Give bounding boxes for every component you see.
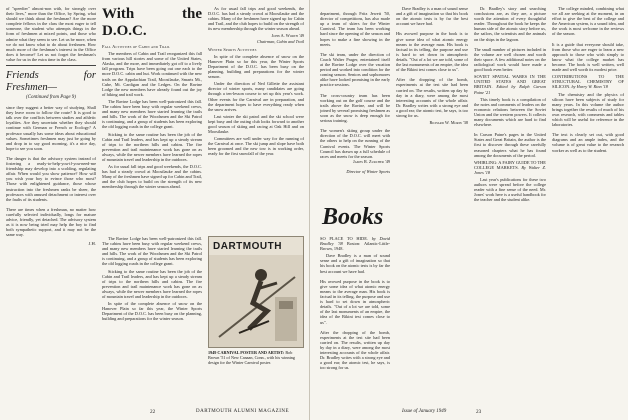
doc-signature: John A. Worth '49 bbox=[271, 33, 304, 39]
review-3-title: WHIRLING: A FAIRY GUIDE TO THE COLLEGE MARKETS. bbox=[474, 159, 546, 170]
friends-column bbox=[6, 6, 96, 247]
carnival-poster-image bbox=[208, 236, 304, 348]
doc-column-1 bbox=[102, 6, 202, 192]
winter-subhead: Winter Sports Activities bbox=[208, 46, 257, 52]
books-heading: Books bbox=[322, 204, 384, 230]
doc-text-h: Committees are well under way for the running of the Carnival at once. The ski jump and slope have both been groomed and the new tow is in working order, ready for the first snowfall of the year. bbox=[208, 136, 304, 157]
doc-text-d2: As for usual fall trips and good weekends, the D.O.C. has had a steady crowd at Moosilauke and the cabins. Many of the freshmen have signed up for Cabin and Trail, and the club hopes to build on the strength of its new membership through the winter season ahead. bbox=[208, 6, 304, 32]
doc-title: With the D.O.C. bbox=[102, 6, 202, 39]
poster-caption bbox=[208, 350, 304, 365]
doc-signature-role: Chairman, Cabin and Trail bbox=[256, 38, 304, 44]
doc-text-b: The Ravine Lodge has been well-patronized this fall. The cabins have been busy with regular weekend crews, and many new members have started learning the trails and hills. The work of the Woodsmen and the Ski Patrol is continuing, and a group of students has been exploring the old logging roads in the college grant. bbox=[102, 98, 202, 130]
winter-sports-column bbox=[320, 6, 390, 198]
footer-right: Issue of January 1949 bbox=[402, 409, 447, 414]
winter-signature-role: Director of Winter Sports bbox=[346, 169, 390, 174]
friends-continued: (Continued from Page 9) bbox=[26, 95, 76, 101]
review-3-text: Last year's publications for these two authors were spread before the college reader with a fine sense of the need. Mr. Jones' work here is a useful handbook for the teacher and the student alike. bbox=[474, 177, 546, 203]
reviews-column-3 bbox=[474, 6, 546, 396]
review-4-text: The chemistry and the physics of silicon have been subjects of study for many years. In this volume the author brings together the results of much of his own research, with comments and tables which will be useful for reference in the laboratories. The text is clearly set out, with good diagrams and an ample index, and the volume is of great value to the research worker as well as to the student. bbox=[552, 91, 624, 153]
review-3-author: By Walter Z. Jones '18 bbox=[474, 164, 546, 175]
poster-caption-text: Bob Brown '51 of New Canaan, Conn., with his winning design for the Winter Carnival poster. bbox=[208, 350, 295, 365]
doc-column-2 bbox=[208, 6, 304, 231]
review-1-publisher: Boston: Atlantic-Little-Brown, 1948. bbox=[320, 241, 390, 252]
doc-text-f: Under the direction of Ned Gillette the assistant director of winter sports, many candidates are going through a ten-lesson course to set up this year's work. Other events for the Carnival are in preparation, and the department hopes to have everything ready when the snow arrives. bbox=[208, 81, 304, 112]
winter-signature: James R. Zurcher '49 bbox=[352, 158, 390, 164]
doc-text-c: Sticking to the same routine has been the job of the Cabin and Trail leaders, and has kept up a steady stream of trips to the northern hills and cabins. The fire prevention and trail maintenance work has gone on as always, while the newer members have learned the ropes of mountain travel and leadership in the outdoors. bbox=[102, 131, 202, 162]
winter-sports-text: department, through Fritz Jewett '50, director of competitions, has also made up a team of skiers for the Winter Carnival. The team has been working hard since the opening of the season and hopes to make a fine showing in the meets. The ski team, under the direction of Coach Walter Prager, entertained itself at the Ravine Lodge over the vacation period and worked into condition for the coming season. Seniors and sophomores alike have looked promising in the early practice sessions. The cross-country team has been working out on the golf course and the trails above the Ravine, and will be joined by several promising freshmen as soon as the snow is deep enough for serious training. The women's skiing group under the direction of the D.O.C. will meet with the others to help on the running of the Carnival events. The Winter Sports Council has drawn up a full schedule of races and meets for the season. bbox=[320, 11, 390, 159]
friends-top-text: of "speedier" almost-non with, for strongly over their lives," more than the Office, by Spring, what should we think about the freshman? Are the more complete fellows in the class the most eager to tell someone, the student who attempts things in the form of freshmen at mixed points, and those who admire what they seem to see. Let us be more, when we do not know what to do about freshmen. How much more of the freshman's interest in the Office does it become? Let us not forget the freshman's value for us in the extra time in the class. bbox=[6, 6, 96, 62]
doc-text-b2: The Ravine Lodge has been well-patronized this fall. The cabins have been busy with regular weekend crews, and many new members have started learning the trails and hills. The work of the Woodsmen and the Ski Patrol is continuing, and a group of students has been exploring the old logging roads in the college grant. bbox=[102, 236, 202, 267]
review-1-title: SO PLACE TO HIDE. bbox=[320, 236, 369, 241]
left-page bbox=[0, 0, 310, 420]
poster-title: DARTMOUTH bbox=[213, 241, 282, 252]
friends-main-text: since they suggest a better way of studying. Shall they leave room to follow the route? It is good to talk over the conflicts between studies and athletic loyalties. Are they uncertain whether they should continue with German or French or Ecology? A professor usually has some ideas about educational values. Sometimes freshmen may just be going by and drop in to say good morning, it's a nice day, hope to see you soon. The danger is that the advisory system instead of fostering a ready-to-help-you-if-you-need-me friendship may develop into a scolding, regulating affair. When would you show patience? How will you wish your boy to evince those who most? Those with enlightened guidance, those whose instruction into the freshmen ranks be sheer, the professors with amused detachment or interest over the faults of its students. There are times when a freshman, no matter how carefully selected individually, longs for mature advice, friendly, yet detached. The advisory system as it is now being tried may help the boy to find both sympathetic support, and it may not be the same way. bbox=[6, 105, 96, 238]
review-1-column bbox=[320, 236, 390, 398]
review-4-title: CONTRIBUTIONS TO THE STRUCTURAL CHEMISTRY OF SILICON. bbox=[552, 74, 624, 90]
doc-column-1-lower bbox=[102, 236, 202, 391]
friends-title: Friends for Freshmen— bbox=[6, 70, 96, 94]
review-1-continued-column bbox=[396, 6, 468, 396]
doc-text-d: As for usual fall trips and good weekends, the D.O.C. has had a steady crowd at Moosilauke and the cabins. Many of the freshmen have signed up for Cabin and Trail, and the club hopes to build on the strength of its new membership through the winter season ahead. bbox=[102, 164, 202, 190]
skier-illustration bbox=[209, 237, 304, 348]
doc-text-c2: Sticking to the same routine has been the job of the Cabin and Trail leaders, and has kept up a steady stream of trips to the northern hills and cabins. The fire prevention and trail maintenance work has gone on as always, while the newer members have learned the ropes of mountain travel and leadership in the outdoors. bbox=[102, 268, 202, 300]
review-2-author: Edited by Ralph Carson Paine '21 bbox=[474, 84, 546, 95]
right-page bbox=[316, 0, 628, 420]
divider bbox=[6, 65, 96, 66]
poster-caption-bold: 1949 CARNIVAL POSTER AND ARTIST: bbox=[208, 350, 285, 355]
review-1-text: Dave Bradley is a man of sound sense and a gift of imagination so that his book on the atomic tests is by far the best account we have had. His avowed purpose in the book is to give some idea of what atomic energy means to the average man. His book is factual in its telling, the purpose and use is hard to set down in atmospheric details. "Out of a lot we are told, some of the last monuments of an empire, the idea of the Bikini test comes close to us". After the dropping of the bomb, experiments at the test site had been carried on. The results, written up day by day in a diary, were among the most interesting accounts of the whole affair. Dr. Bradley writes with a strong eye and a good ear; the atomic test, he says, is too strong for us. bbox=[320, 253, 390, 371]
doc-text-a: The members of Cabin and Trail reorganized this fall from various hill stories and some of the United States, Alaska, and the more, and immediately got off to a lively fall program. Trips have been going out one each to the more D.O.C. cabin and hut. Work continued with the new trails on the Appalachian Trail, Moosilauke, Smarts Mt., Cube, Mt. Cardigan and the Ledges. On the Ravine Lodge the new members have already found out the joy of hiking and trail work. bbox=[102, 51, 202, 97]
reviews-column-4 bbox=[552, 6, 624, 396]
doc-text-e: In spite of the complete absence of snow on the Hanover Plain so far this year, the Winter Sports Department of the D.O.C. has been busy on the planning, building and preparations for the winter season. bbox=[208, 53, 304, 80]
doc-subhead: Fall Activities of Cabin and Trail bbox=[102, 44, 171, 49]
review-4-author: by Harry W. Rinn '18 bbox=[571, 84, 608, 90]
page-number-left: 22 bbox=[150, 409, 156, 415]
review-2-title: SOVIET SPATIAL WARES IN THE UNITED STATES AND GREAT BRITAIN. bbox=[474, 74, 546, 90]
review-col3-text: Dr. Bradley's story and searching conclusions are, as they are, a picture worth the attention of every thoughtful reader. Throughout the book he keeps the human side of the atomic story before us, the sailors, the scientists and the animals on the ships in the lagoon. The small number of pictures included in the volume are well chosen and worth their space. A few additional notes on the radiological work would have made a good book even better. bbox=[474, 6, 546, 73]
doc-text-g: Last winter the ski patrol and the ski school were kept busy and the outing club looks forward to another good season of skiing and racing at Oak Hill and on Moosilauke. bbox=[208, 113, 304, 135]
review-1-signature: Richard W. Morin '38 bbox=[429, 120, 468, 126]
page-number-right: 23 bbox=[476, 409, 482, 415]
doc-text-e2: In spite of the complete absence of snow on the Hanover Plain so far this year, the Winter Sports Department of the D.O.C. has been busy on the planning, building and preparations for the winter season. bbox=[102, 301, 202, 322]
review-2-text: This timely book is a compilation of the notes and comments of leaders on the economic relations between the Soviet Union and the western powers. It collects many documents which are hard to find elsewhere. In Carson Paine's pages in the United States and Great Britain, the author is the first to discover through these carefully reasoned chapters what he has found among the documents of the period. bbox=[474, 96, 546, 158]
footer-left: DARTMOUTH ALUMNI MAGAZINE bbox=[196, 409, 290, 414]
friends-initials: J.H. bbox=[88, 241, 96, 247]
review-1-text-continued: Dave Bradley is a man of sound sense and a gift of imagination so that his book on the atomic tests is by far the best account we have had. His avowed purpose in the book is to give some idea of what atomic energy means to the average man. His book is factual in its telling, the purpose and use is hard to set down in atmospheric details. "Out of a lot we are told, some of the last monuments of an empire, the idea of the Bikini test comes close to us". After the dropping of the bomb, experiments at the test site had been carried on. The results, written up day by day in a diary, were among the most interesting accounts of the whole affair. Dr. Bradley writes with a strong eye and a good ear; the atomic test, he says, is too strong for us. bbox=[396, 6, 468, 118]
review-1-author: by David Bradley '38 bbox=[320, 236, 390, 247]
review-col4-text: The college minded, combining what we all are seeking at the moment, in an effort to give the best of the college and the American system, is a sound idea, and the work is most welcome in the reviews of the season. It is a guide that everyone should take, from those who are eager to learn a new approach to those who wish simply to know what the college market has become. The book is well written, well made and well worth its modest price. bbox=[552, 6, 624, 73]
